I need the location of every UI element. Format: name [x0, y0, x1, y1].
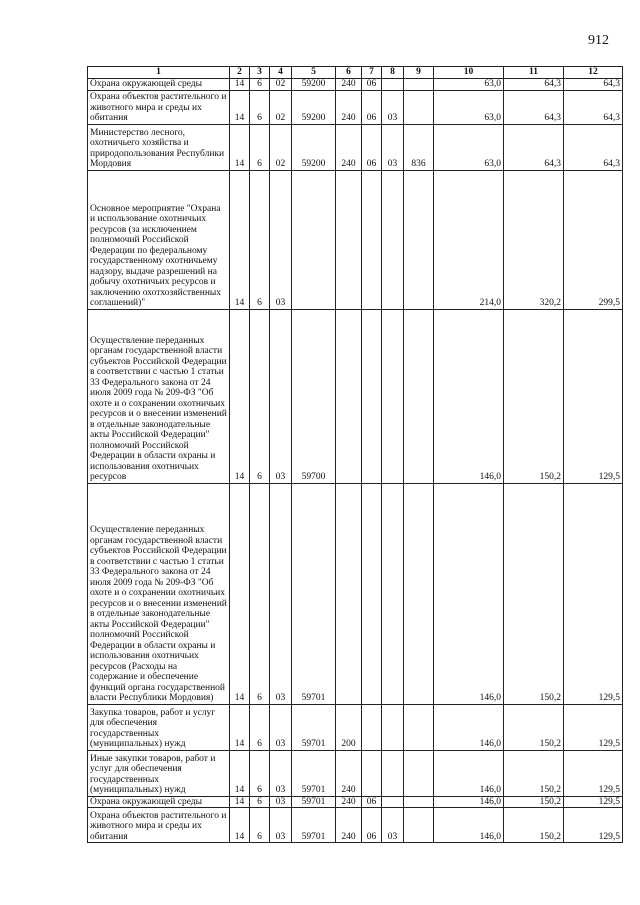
table-cell: 129,5 [564, 808, 623, 843]
table-cell: 150,2 [504, 750, 564, 796]
table-cell: 146,0 [434, 309, 504, 483]
table-cell: 59700 [292, 309, 336, 483]
column-header: 6 [336, 67, 362, 79]
table-cell: 240 [336, 750, 362, 796]
table-cell: 150,2 [504, 796, 564, 808]
table-cell: 14 [230, 90, 250, 124]
table-cell: 240 [336, 90, 362, 124]
table-cell: 6 [250, 796, 270, 808]
table-cell: 06 [362, 79, 382, 91]
row-name-cell: Охрана объектов растительного и животного мира и среды их обитания [88, 808, 230, 843]
row-name-cell: Закупка товаров, работ и услуг для обеспечения государственных (муниципальных) нужд [88, 704, 230, 750]
table-cell: 14 [230, 796, 250, 808]
table-cell: 02 [270, 124, 292, 170]
table-cell: 129,5 [564, 750, 623, 796]
page-number: 912 [588, 33, 609, 48]
table-cell [382, 309, 404, 483]
table-cell: 6 [250, 309, 270, 483]
table-cell: 240 [336, 796, 362, 808]
table-row [88, 750, 623, 796]
table-row [88, 796, 623, 808]
table-cell: 64,3 [504, 90, 564, 124]
column-header: 7 [362, 67, 382, 79]
table-cell: 06 [362, 90, 382, 124]
column-header: 3 [250, 67, 270, 79]
table-cell: 6 [250, 79, 270, 91]
table-cell [404, 796, 434, 808]
table-cell: 59701 [292, 483, 336, 704]
table-cell: 59701 [292, 796, 336, 808]
row-name-cell: Охрана окружающей среды [88, 796, 230, 808]
table-cell: 03 [270, 750, 292, 796]
table-row [88, 309, 623, 483]
table-cell [292, 170, 336, 309]
column-header: 11 [504, 67, 564, 79]
table-cell: 6 [250, 750, 270, 796]
table-cell: 59200 [292, 79, 336, 91]
row-name-cell: Осуществление переданных органам государственной власти субъектов Российской Федерации в соответствии с частью 1 статьи 33 Федерального закона от 24 июля 2009 года № 209-ФЗ "Об охоте и о сохранении охотничьих ресурсов и о внесении изменений в отдельные законодательные акты Российской Федерации" полномочий Российской Федерации в области охраны и использования охотничьих ресурсов (Расходы на содержание и обеспечение функций органа государственной власти Республики Мордовия) [88, 483, 230, 704]
table-row [88, 90, 623, 124]
table-cell: 63,0 [434, 124, 504, 170]
table-cell: 146,0 [434, 704, 504, 750]
table-cell [382, 750, 404, 796]
table-cell [362, 750, 382, 796]
table-cell: 03 [270, 796, 292, 808]
table-row [88, 704, 623, 750]
table-cell: 150,2 [504, 309, 564, 483]
table-row [88, 808, 623, 843]
row-name-cell: Осуществление переданных органам государственной власти субъектов Российской Федерации в соответствии с частью 1 статьи 33 Федерального закона от 24 июля 2009 года № 209-ФЗ "Об охоте и о сохранении охотничьих ресурсов и о внесении изменений в отдельные законодательные акты Российской Федерации" полномочий Российской Федерации в области охраны и использования охотничьих ресурсов [88, 309, 230, 483]
table-cell: 14 [230, 309, 250, 483]
table-row [88, 124, 623, 170]
column-header: 5 [292, 67, 336, 79]
table-body [88, 79, 623, 843]
table-cell: 299,5 [564, 170, 623, 309]
table-cell [362, 483, 382, 704]
table-cell: 150,2 [504, 808, 564, 843]
table-cell: 146,0 [434, 808, 504, 843]
table-cell [382, 704, 404, 750]
header-row [88, 67, 623, 79]
row-name-cell: Охрана объектов растительного и животного мира и среды их обитания [88, 90, 230, 124]
table-cell [382, 170, 404, 309]
table-cell [336, 309, 362, 483]
table-cell [404, 750, 434, 796]
table-cell [362, 309, 382, 483]
table-cell: 129,5 [564, 796, 623, 808]
table-cell: 150,2 [504, 483, 564, 704]
table-cell: 02 [270, 90, 292, 124]
table-cell [362, 170, 382, 309]
table-cell [382, 796, 404, 808]
column-header: 1 [88, 67, 230, 79]
table-cell: 146,0 [434, 483, 504, 704]
table-row [88, 79, 623, 91]
table-cell: 63,0 [434, 79, 504, 91]
table-cell: 836 [404, 124, 434, 170]
table-cell: 03 [382, 124, 404, 170]
table-cell: 02 [270, 79, 292, 91]
table-cell: 59701 [292, 808, 336, 843]
column-header: 9 [404, 67, 434, 79]
table-cell: 03 [382, 90, 404, 124]
column-header: 10 [434, 67, 504, 79]
table-cell [404, 79, 434, 91]
table-cell: 320,2 [504, 170, 564, 309]
table-cell: 03 [270, 309, 292, 483]
row-name-cell: Иные закупки товаров, работ и услуг для обеспечения государственных (муниципальных) нужд [88, 750, 230, 796]
table-cell: 03 [270, 483, 292, 704]
table-cell: 14 [230, 750, 250, 796]
table-row [88, 483, 623, 704]
table-cell: 14 [230, 124, 250, 170]
table-cell: 6 [250, 808, 270, 843]
table-cell: 64,3 [564, 90, 623, 124]
table-cell [404, 483, 434, 704]
table-cell: 129,5 [564, 309, 623, 483]
row-name-cell: Министерство лесного, охотничьего хозяйства и природопользования Республики Мордовия [88, 124, 230, 170]
table-cell: 06 [362, 796, 382, 808]
table-cell [336, 483, 362, 704]
table-cell: 14 [230, 170, 250, 309]
table-cell: 06 [362, 124, 382, 170]
table-cell: 240 [336, 808, 362, 843]
table-cell: 240 [336, 124, 362, 170]
table-cell: 14 [230, 704, 250, 750]
table-cell: 146,0 [434, 796, 504, 808]
table-cell: 214,0 [434, 170, 504, 309]
table-cell: 146,0 [434, 750, 504, 796]
table-cell: 64,3 [504, 79, 564, 91]
budget-table [87, 66, 623, 843]
table-cell: 64,3 [564, 124, 623, 170]
table-cell: 06 [362, 808, 382, 843]
table-cell: 64,3 [564, 79, 623, 91]
table-row [88, 170, 623, 309]
table-cell [382, 79, 404, 91]
column-header: 12 [564, 67, 623, 79]
table-cell: 129,5 [564, 483, 623, 704]
table-cell [336, 170, 362, 309]
table-cell [404, 808, 434, 843]
table-cell: 14 [230, 808, 250, 843]
table-cell: 59701 [292, 704, 336, 750]
table-cell: 14 [230, 79, 250, 91]
table-cell [362, 704, 382, 750]
table-cell: 129,5 [564, 704, 623, 750]
table-cell: 03 [270, 704, 292, 750]
table-cell [404, 704, 434, 750]
table-cell [404, 170, 434, 309]
row-name-cell: Охрана окружающей среды [88, 79, 230, 91]
table-cell [382, 483, 404, 704]
table-cell: 63,0 [434, 90, 504, 124]
table-cell: 03 [270, 170, 292, 309]
table-cell: 03 [382, 808, 404, 843]
table-cell: 150,2 [504, 704, 564, 750]
table-cell: 59200 [292, 124, 336, 170]
row-name-cell: Основное мероприятие "Охрана и использование охотничьих ресурсов (за исключением полномочий Российской Федерации по федеральному государственному охотничьему надзору, выдаче разрешений на добычу охотничьих ресурсов и заключению охотхозяйственных соглашений)" [88, 170, 230, 309]
column-header: 8 [382, 67, 404, 79]
table-cell: 59200 [292, 90, 336, 124]
table-cell: 6 [250, 170, 270, 309]
table-cell: 6 [250, 704, 270, 750]
table-cell [404, 90, 434, 124]
table-cell: 59701 [292, 750, 336, 796]
table-cell: 200 [336, 704, 362, 750]
table-cell: 6 [250, 124, 270, 170]
table-cell: 240 [336, 79, 362, 91]
column-header: 4 [270, 67, 292, 79]
table-cell: 03 [270, 808, 292, 843]
table-cell: 64,3 [504, 124, 564, 170]
table-cell [404, 309, 434, 483]
table-cell: 6 [250, 483, 270, 704]
table-cell: 14 [230, 483, 250, 704]
table-cell: 6 [250, 90, 270, 124]
column-header: 2 [230, 67, 250, 79]
